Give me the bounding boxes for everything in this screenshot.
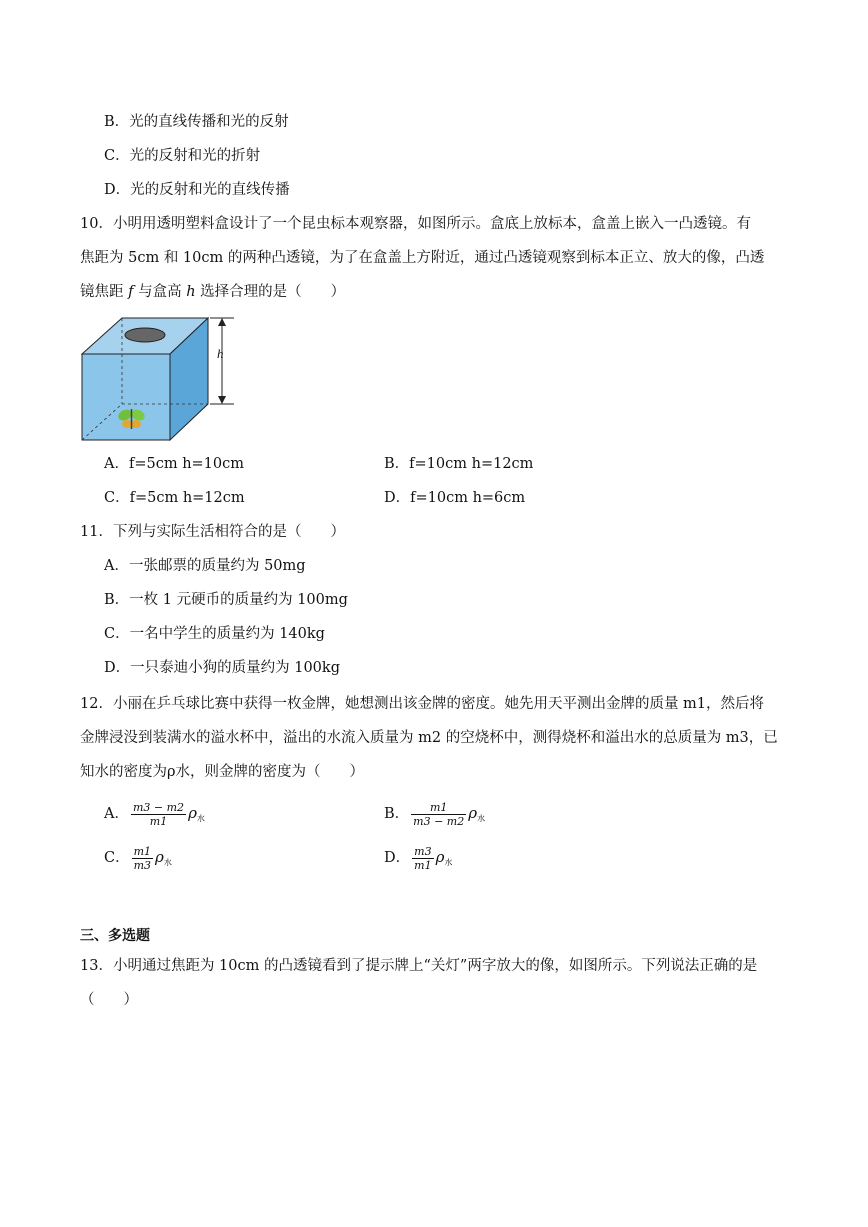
fraction: $\frac{m3 - m2}{m1}$: [132, 800, 185, 828]
q11-option-b: B．一枚 1 元硬币的质量约为 100mg: [104, 592, 348, 608]
insect-box-figure: [78, 314, 244, 444]
q11-option-d: D．一只泰迪小狗的质量约为 100kg: [104, 660, 340, 676]
q9-option-b: B．光的直线传播和光的反射: [104, 114, 289, 130]
q10-option-d: D．f=10cm h=6cm: [384, 490, 526, 506]
q11-option-a: A．一张邮票的质量约为 50mg: [104, 558, 306, 574]
q10-stem-line2: 焦距为 5cm 和 10cm 的两种凸透镜，为了在盒盖上方附近，通过凸透镜观察到标本正立、放大的像，凸透: [80, 250, 765, 266]
q12-option-a: A． $\frac{m3 - m2}{m1}$ $\rho_水$: [104, 800, 205, 828]
q10-stem-line3: 镜焦距 f 与盒高 h 选择合理的是（ ）: [80, 284, 346, 300]
q12-stem-line1: 12．小丽在乒乓球比赛中获得一枚金牌，她想测出该金牌的密度。她先用天平测出金牌的质量 m1，然后将: [80, 696, 765, 712]
q9-option-c: C．光的反射和光的折射: [104, 148, 261, 164]
q10-stem-line1: 10．小明用透明塑料盒设计了一个昆虫标本观察器，如图所示。盒底上放标本，盒盖上嵌入一凸透镜。有: [80, 216, 751, 232]
fraction: $\frac{m1}{m3 - m2}$: [413, 800, 465, 828]
q12-option-c: C． $\frac{m1}{m3}$ $\rho_水$: [104, 844, 172, 872]
q11-stem: 11．下列与实际生活相符合的是（ ）: [80, 524, 345, 540]
q13-stem-line2: （ ）: [80, 992, 138, 1008]
q12-option-d: D． $\frac{m3}{m1}$ $\rho_水$: [384, 844, 453, 872]
q13-stem-line1: 13．小明通过焦距为 10cm 的凸透镜看到了提示牌上“关灯”两字放大的像，如图所示。下列说法正确的是: [80, 958, 758, 974]
q9-option-d: D．光的反射和光的直线传播: [104, 182, 290, 198]
convex-lens-icon: [125, 328, 165, 342]
figure-h-label: h: [217, 346, 224, 361]
q12-option-b: B． $\frac{m1}{m3 - m2}$ $\rho_水$: [384, 800, 486, 828]
q10-option-a: A．f=5cm h=10cm: [104, 456, 245, 472]
q12-stem-line2: 金牌浸没到装满水的溢水杯中，溢出的水流入质量为 m2 的空烧杯中，测得烧杯和溢出水的总质量为 m3，已: [80, 730, 778, 746]
fraction: $\frac{m1}{m3}$: [133, 844, 152, 872]
q10-option-c: C．f=5cm h=12cm: [104, 490, 245, 506]
fraction: $\frac{m3}{m1}$: [414, 844, 432, 872]
q12-stem-line3: 知水的密度为ρ水，则金牌的密度为（ ）: [80, 764, 365, 780]
section-title: 三、多选题: [80, 928, 150, 944]
q10-option-b: B．f=10cm h=12cm: [384, 456, 534, 472]
q11-option-c: C．一名中学生的质量约为 140kg: [104, 626, 325, 642]
